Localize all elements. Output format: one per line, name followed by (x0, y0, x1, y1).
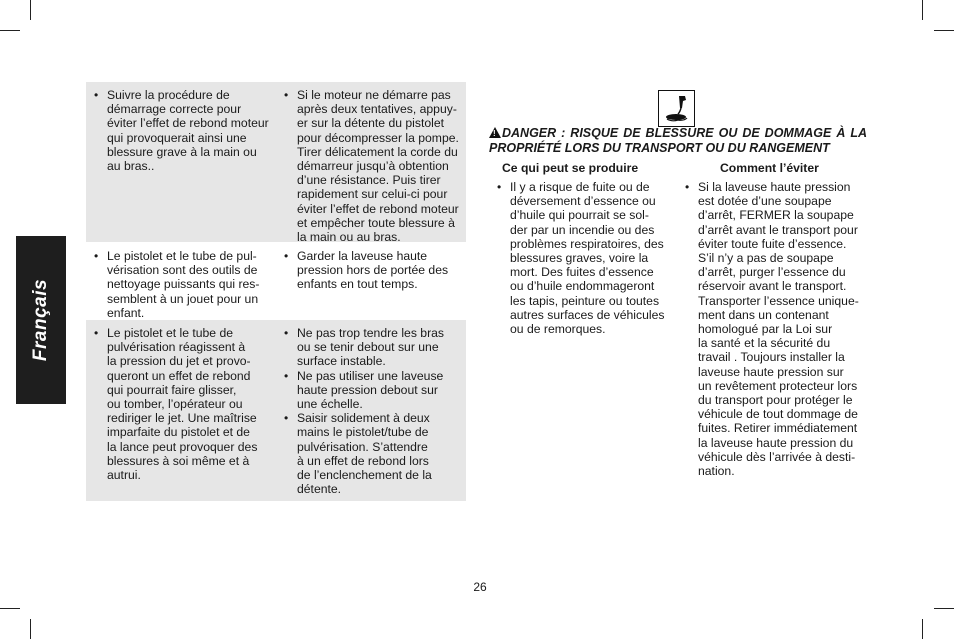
crop-mark (0, 608, 20, 609)
crop-mark (30, 0, 31, 20)
prevention-item: • Ne pas trop tendre les bras ou se tenir debout sur une surface instable. (276, 326, 464, 369)
safety-row (86, 242, 466, 320)
prevention-item: • Ne pas utiliser une laveuse haute pression debout sur une échelle. (276, 369, 464, 412)
prevention-item: • Saisir solidement à deux mains le pistolet/tube de pulvérisation. S’attendre à un effet de rebond lors de l’enclenchement de la détente. (276, 411, 464, 496)
prevention-item: • Garder la laveuse haute pression hors de portée des enfants en tout temps. (276, 249, 464, 292)
safety-row (86, 320, 466, 501)
language-label: Français (30, 278, 51, 362)
language-tab (16, 236, 66, 404)
crop-mark (0, 30, 20, 31)
hazard-item: • Il y a risque de fuite ou de déversement d’essence ou d’huile qui pourrait se sol- der par un incendie ou des problèmes respiratoires, des blessures graves, voire la mort. Des fuites d’essence ou d’huile endommageront les tapis, peinture ou toutes autres surfaces de véhicules ou de remorques. (489, 180, 674, 336)
crop-mark (30, 619, 31, 639)
hazard-column (86, 88, 272, 173)
hazard-column (86, 326, 272, 482)
prevention-column (276, 249, 464, 292)
prevention-column (276, 88, 464, 244)
danger-heading-text: DANGER : RISQUE DE BLESSURE OU DE DOMMAGE À LA PROPRIÉTÉ LORS DU TRANSPORT OU DU RANGEMENT (489, 126, 867, 155)
safety-row (86, 82, 466, 245)
hazard-item: • Le pistolet et le tube de pul- vérisation sont des outils de nettoyage puissants qui res- semblent à un jouet pour un enfant. (86, 249, 272, 320)
fuel-spill-hazard-icon (658, 90, 695, 127)
hazard-item: • Le pistolet et le tube de pulvérisation réagissent à la pression du jet et provo- queront un effet de rebond qui pourrait faire glisser, ou tomber, l’opérateur ou rediriger le jet. Une maîtrise imparfaite du pistolet et de la lance peut provoquer des blessures à soi même et à autrui. (86, 326, 272, 482)
hazard-item: • Suivre la procédure de démarrage correcte pour éviter l’effet de rebond moteur qui provoquerait ainsi une blessure grave à la main ou au bras.. (86, 88, 272, 173)
crop-mark (934, 608, 954, 609)
page-number: 26 (473, 580, 487, 594)
crop-mark (934, 30, 954, 31)
prevention-item: • Si la laveuse haute pression est dotée d’une soupape d’arrêt, FERMER la soupape d’arrêt avant le transport pour éviter toute fuite d’essence. S’il n’y a pas de soupape d’arrêt, purger l’essence du réservoir avant le transport. Transporter l’essence unique- ment dans un contenant homologué par la Loi sur la santé et la sécurité du travail . Toujours installer la laveuse haute pression sur un revêtement protecteur lors du transport pour protéger le véhicule de tout dommage de fuites. Retirer immédiatement la laveuse haute pression du véhicule dès l’arrivée à desti- nation. (677, 180, 867, 478)
prevention-item: • Si le moteur ne démarre pas après deux tentatives, appuy- er sur la détente du pistolet pour décompresser la pompe. Tirer délicatement la corde du démarreur jusqu’à obtention d’une résistance. Puis tirer rapidement sur celui-ci pour éviter l’effet de rebond moteur et empêcher toute blessure à la main ou au bras. (276, 88, 464, 244)
danger-prevention-column (677, 180, 867, 478)
danger-hazard-column (489, 180, 674, 336)
warning-triangle-icon (489, 127, 501, 138)
crop-mark (922, 619, 923, 639)
crop-mark (922, 0, 923, 20)
danger-heading (489, 126, 867, 155)
prevention-column-header: Comment l’éviter (720, 161, 819, 175)
hazard-column (86, 249, 272, 320)
hazard-column-header: Ce qui peut se produire (502, 161, 639, 175)
prevention-column (276, 326, 464, 496)
